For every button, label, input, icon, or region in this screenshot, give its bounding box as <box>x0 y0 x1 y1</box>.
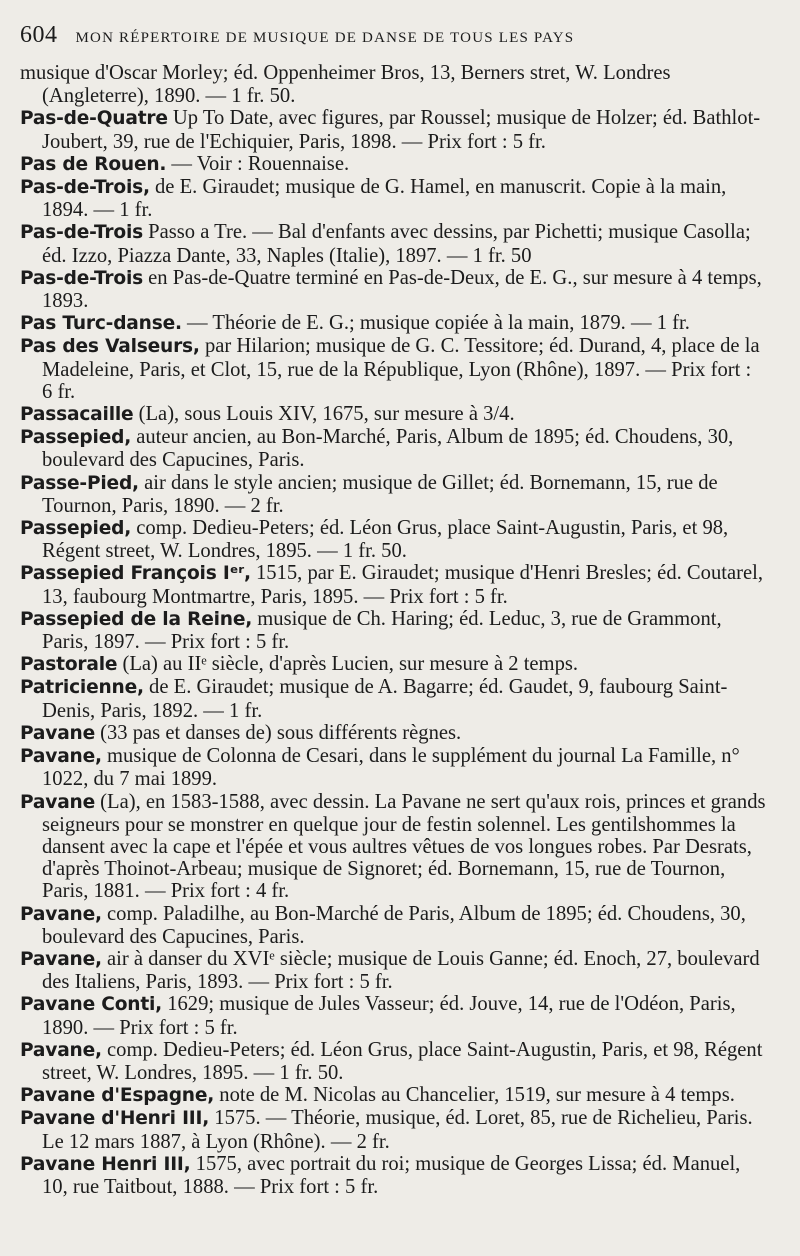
entry-text: en Pas-de-Quatre terminé en Pas-de-Deux, de E. G., sur mesure à 4 temps, 1893. <box>42 266 762 313</box>
dictionary-entry <box>20 676 766 721</box>
entry-text: comp. Paladilhe, au Bon-Marché de Paris, Album de 1895; éd. Choudens, 30, boulevard des Capucines, Paris. <box>42 902 746 948</box>
entry-headword: Passacaille <box>20 404 134 426</box>
entry-text: musique de Ch. Haring; éd. Leduc, 3, rue de Grammont, Paris, 1897. — Prix fort : 5 fr. <box>42 607 722 654</box>
entry-text: (La) au IIᵉ siècle, d'après Lucien, sur mesure à 2 temps. <box>117 653 579 676</box>
entry-headword: Pas des Valseurs, <box>20 336 200 358</box>
entry-headword: Patricienne, <box>20 677 144 699</box>
entry-headword: Pas-de-Trois <box>20 222 143 244</box>
dictionary-entry <box>20 1084 766 1107</box>
entry-headword: Pas-de-Trois, <box>20 177 150 199</box>
dictionary-entry <box>20 745 766 790</box>
entry-text: 1575. — Théorie, musique, éd. Loret, 85, rue de Richelieu, Paris. Le 12 mars 1887, à Lyon (Rhône). — 2 fr. <box>42 1107 753 1153</box>
entry-headword: Pavane d'Espagne, <box>20 1085 215 1107</box>
entry-text: (La), en 1583-1588, avec dessin. La Pavane ne sert qu'aux rois, princes et grands seigneurs pour se monstrer en quelque jour de festin solennel. Les gentilshommes la dansent avec la cape et l'épée et vous aultres vêtues de vos longues robes. Par Desrats, d'après Thoinot-Arbeau; musique de Signoret; éd. Bornemann, 15, rue de Tournon, Paris, 1881. — Prix fort : 4 fr. <box>42 790 766 903</box>
dictionary-entry <box>20 62 766 107</box>
dictionary-entry <box>20 1039 766 1084</box>
dictionary-entry <box>20 335 766 403</box>
entry-text: — Théorie de E. G.; musique copiée à la main, 1879. — 1 fr. <box>181 312 690 335</box>
entry-text: par Hilarion; musique de G. C. Tessitore; éd. Durand, 4, place de la Madeleine, Paris, et Clot, 15, rue de la République, Lyon (Rhône), 1897. — Prix fort : 6 fr. <box>42 335 760 403</box>
page-header <box>20 22 766 62</box>
dictionary-entry <box>20 153 766 176</box>
dictionary-entry <box>20 722 766 745</box>
dictionary-entry <box>20 562 766 607</box>
entry-text: comp. Dedieu-Peters; éd. Léon Grus, place Saint-Augustin, Paris, et 98, Régent street, W. Londres, 1895. — 1 fr. 50. <box>42 1038 763 1084</box>
dictionary-entry <box>20 267 766 312</box>
entry-headword: Pavane, <box>20 746 102 768</box>
entry-headword: Pas Turc-danse. <box>20 313 182 335</box>
entry-text: musique d'Oscar Morley; éd. Oppenheimer Bros, 13, Berners stret, W. Londres (Angleterre), 1890. — 1 fr. 50. <box>20 62 671 108</box>
entry-list <box>20 62 766 1198</box>
entry-headword: Pavane <box>20 791 95 813</box>
dictionary-entry <box>20 403 766 426</box>
running-title: MON RÉPERTOIRE DE MUSIQUE DE DANSE DE TOUS LES PAYS <box>75 30 575 46</box>
dictionary-entry <box>20 221 766 266</box>
entry-headword: Pavane d'Henri III, <box>20 1108 210 1130</box>
dictionary-entry <box>20 1153 766 1198</box>
page-number: 604 <box>20 22 58 48</box>
entry-headword: Pavane, <box>20 948 102 970</box>
entry-headword: Passepied de la Reine, <box>20 608 253 630</box>
entry-text: musique de Colonna de Cesari, dans le supplément du journal La Famille, n° 1022, du 7 mai 1899. <box>42 745 740 791</box>
entry-text: 1629; musique de Jules Vasseur; éd. Jouve, 14, rue de l'Odéon, Paris, 1890. — Prix fort : 5 fr. <box>42 993 736 1039</box>
dictionary-entry <box>20 107 766 152</box>
dictionary-entry <box>20 653 766 676</box>
dictionary-entry <box>20 1107 766 1152</box>
entry-text: de E. Giraudet; musique de A. Bagarre; éd. Gaudet, 9, faubourg Saint-Denis, Paris, 1892. — 1 fr. <box>42 676 728 722</box>
entry-text: 1575, avec portrait du roi; musique de Georges Lissa; éd. Manuel, 10, rue Taitbout, 1888. — Prix fort : 5 fr. <box>42 1152 741 1198</box>
entry-headword: Pas de Rouen. <box>20 153 167 175</box>
entry-headword: Pavane <box>20 722 95 744</box>
entry-headword: Passe-Pied, <box>20 472 139 494</box>
entry-headword: Pastorale <box>20 654 118 676</box>
dictionary-entry <box>20 993 766 1038</box>
dictionary-entry <box>20 903 766 948</box>
entry-headword: Passepied, <box>20 518 132 540</box>
entry-text: air à danser du XVIᵉ siècle; musique de Louis Ganne; éd. Enoch, 27, boulevard des Italiens, Paris, 1893. — Prix fort : 5 fr. <box>42 947 760 994</box>
entry-text: comp. Dedieu-Peters; éd. Léon Grus, place Saint-Augustin, Paris, et 98, Régent street, W. Londres, 1895. — 1 fr. 50. <box>42 517 729 563</box>
entry-text: (33 pas et danses de) sous différents règnes. <box>95 721 462 744</box>
entry-headword: Pavane, <box>20 903 102 925</box>
entry-headword: Pavane Conti, <box>20 994 163 1016</box>
entry-headword: Pavane, <box>20 1039 102 1061</box>
entry-headword: Passepied, <box>20 427 132 449</box>
dictionary-entry <box>20 312 766 335</box>
entry-text: (La), sous Louis XIV, 1675, sur mesure à 3/4. <box>133 403 515 426</box>
dictionary-entry <box>20 176 766 221</box>
entry-text: auteur ancien, au Bon-Marché, Paris, Album de 1895; éd. Choudens, 30, boulevard des Capucines, Paris. <box>42 426 734 472</box>
entry-headword: Passepied François Iᵉʳ, <box>20 563 251 585</box>
entry-headword: Pavane Henri III, <box>20 1153 191 1175</box>
dictionary-entry <box>20 791 766 903</box>
dictionary-entry <box>20 517 766 562</box>
dictionary-entry <box>20 948 766 993</box>
entry-text: note de M. Nicolas au Chancelier, 1519, sur mesure à 4 temps. <box>214 1084 735 1107</box>
dictionary-entry <box>20 426 766 471</box>
entry-headword: Pas-de-Trois <box>20 267 143 289</box>
entry-text: de E. Giraudet; musique de G. Hamel, en manuscrit. Copie à la main, 1894. — 1 fr. <box>42 176 727 222</box>
entry-headword: Pas-de-Quatre <box>20 108 168 130</box>
entry-text: 1515, par E. Giraudet; musique d'Henri Bresles; éd. Coutarel, 13, faubourg Montmartre, Paris, 1895. — Prix fort : 5 fr. <box>42 562 763 608</box>
entry-text: — Voir : Rouennaise. <box>166 152 350 175</box>
dictionary-entry <box>20 608 766 653</box>
dictionary-entry <box>20 472 766 517</box>
entry-text: Passo a Tre. — Bal d'enfants avec dessins, par Pichetti; musique Casolla; éd. Izzo, Piazza Dante, 33, Naples (Italie), 1897. — 1 fr. 50 <box>42 221 751 267</box>
entry-text: Up To Date, avec figures, par Roussel; musique de Holzer; éd. Bathlot-Joubert, 39, rue de l'Echiquier, Paris, 1898. — Prix fort : 5 fr. <box>42 107 761 153</box>
entry-text: air dans le style ancien; musique de Gillet; éd. Bornemann, 15, rue de Tournon, Paris, 1890. — 2 fr. <box>42 471 718 517</box>
